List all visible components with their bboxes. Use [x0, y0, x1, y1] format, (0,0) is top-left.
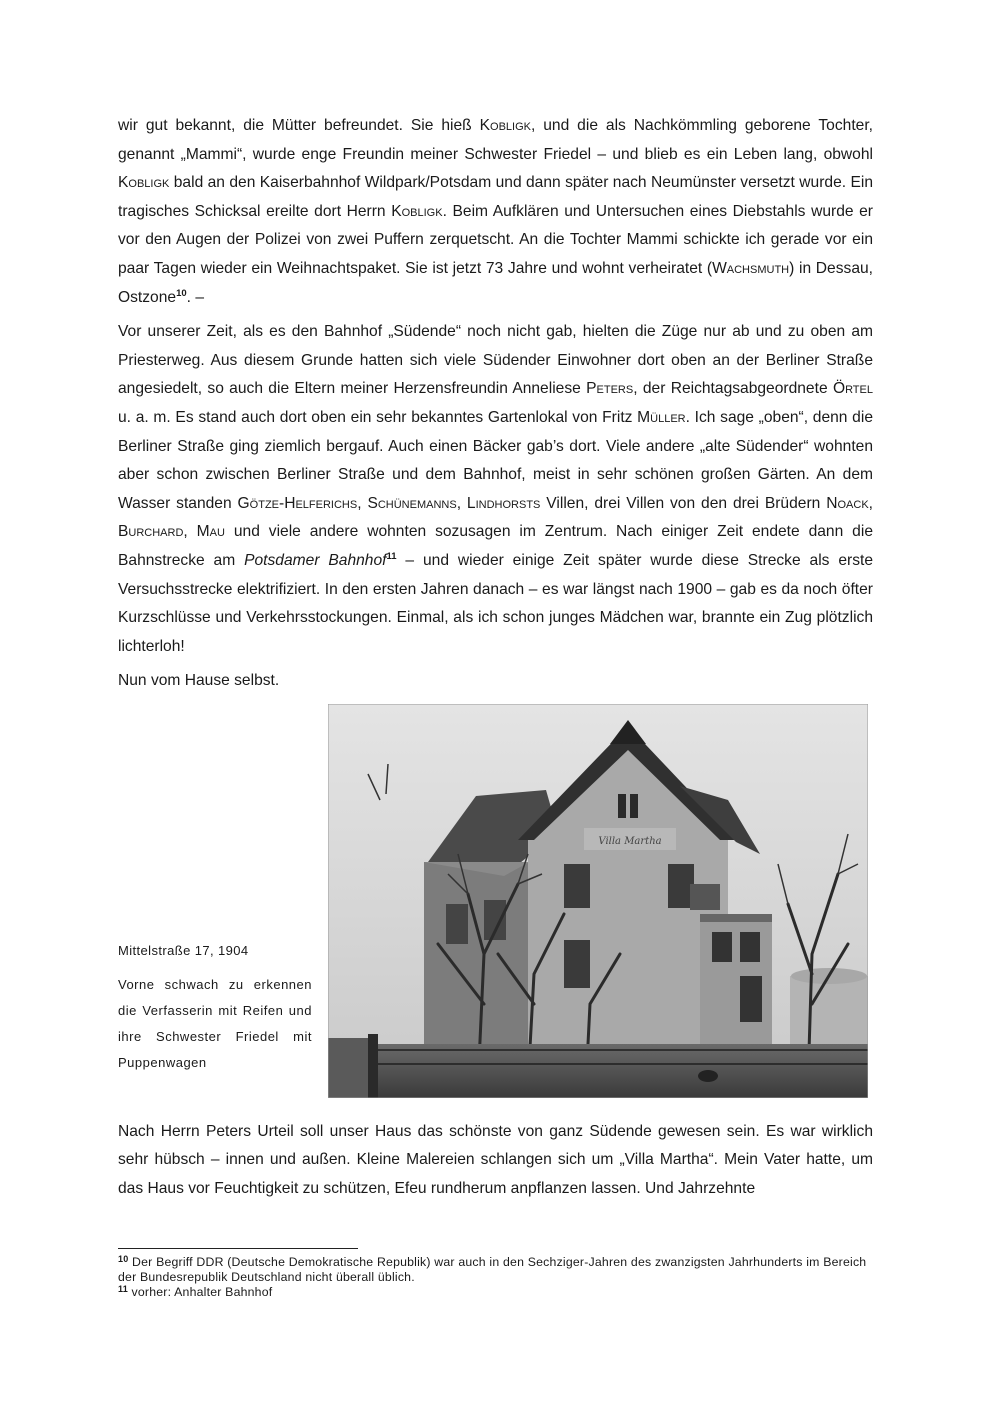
house-photo [328, 704, 868, 1098]
text-run: u. a. m. Es stand auch dort oben ein sehr bekanntes Gartenlokal von Fritz [118, 408, 638, 426]
name-oertel: Örtel [832, 380, 873, 398]
text-run: , und die als Nachkömmling geborene Tochter, genannt „Mammi“, wurde enge Freundin meiner Schwester Friedel – und blieb es ein Leben lang, obwohl [118, 117, 873, 163]
text-run: . Beim Aufklären und Untersuchen eines Diebstahls wurde er vor den Augen der Polizei von zwei Puffern zerquetscht. An die Tochter Mammi schickte ich gerade vor ein paar Tagen wieder ein Weihnachtspaket. Sie ist jetzt 73 Jahre und wohnt verheiratet ( [118, 202, 873, 277]
figure-caption [118, 938, 312, 1076]
text-run: , [183, 523, 197, 541]
villa-sign: Villa Martha [598, 835, 662, 847]
footnote-ref-10[interactable]: 10 [176, 287, 187, 299]
footnote-number: 11 [118, 1284, 128, 1294]
footnote-rule [118, 1248, 358, 1249]
name-wachsmuth: Wachsmuth [712, 259, 790, 277]
name-peters: Peters [586, 380, 634, 398]
text-run: Vor unserer Zeit, als es den Bahnhof „Südende“ noch nicht gab, hielten die Züge nur ab und zu oben am Priesterweg. Aus diesem Grunde hatten sich viele Südender Einwohner dort oben an der Berliner Straße angesiedelt, so auch die Eltern meiner Herzensfreundin Anneliese [118, 323, 873, 398]
figure [118, 704, 873, 1118]
caption-text: Vorne schwach zu erkennen die Verfasserin mit Reifen und ihre Schwester Friedel mit Puppenwagen [118, 976, 312, 1070]
text-run: bald an den Kaiserbahnhof Wildpark/Potsdam und dann später nach Neumünster versetzt wurde. Ein tragisches Schicksal ereilte dort Herrn [118, 174, 873, 220]
text-run: , [357, 494, 368, 512]
name-kobligk: Kobligk [479, 117, 531, 134]
emphasis-potsdamer-bahnhof: Potsdamer Bahnhof [244, 551, 387, 569]
text-run: Villen, drei Villen von den drei Brüdern [540, 494, 827, 512]
paragraph-4: Nach Herrn Peters Urteil soll unser Haus das schönste von ganz Südende gewesen sein. Es war wirklich sehr hübsch – innen und außen. Kleine Malereien schlangen sich um „Villa Martha“. Mein Vater hatte, um das Haus vor Feuchtigkeit zu schützen, Efeu rundherum anpflanzen lassen. Und Jahrzehnte [118, 1122, 873, 1198]
text-run: und viele andere wohnten sozusagen im Zentrum. Nach einiger Zeit endete dann die Bahnstrecke am [118, 523, 873, 569]
footnote-number: 10 [118, 1254, 129, 1264]
text-run: . – [186, 288, 204, 306]
name-mau: Mau [196, 523, 225, 541]
footnote-ref-11[interactable]: 11 [386, 550, 397, 562]
name-mueller: Müller [637, 408, 686, 426]
name-kobligk: Kobligk [118, 174, 170, 192]
text-run: – und wieder einige Zeit später wurde diese Strecke als erste Versuchsstrecke elektrifiziert. In den ersten Jahren danach – es war längst nach 1900 – gab es da noch öfter Kurzschlüsse und Verkehrsstockungen. Einmal, als ich schon junges Mädchen war, brannte ein Zug plötzlich lichterloh! [118, 551, 874, 655]
page-body [118, 112, 873, 1210]
paragraph-1 [118, 112, 873, 312]
footnote-text: vorher: Anhalter Bahnhof [127, 1285, 273, 1299]
name-lindhorsts: Lindhorsts [466, 494, 541, 512]
text-run: , [868, 494, 873, 512]
footnote-10 [118, 1255, 873, 1285]
footnotes [118, 1255, 873, 1300]
paragraph-2 [118, 318, 873, 661]
caption-title: Mittelstraße 17, 1904 [118, 942, 249, 958]
name-noack: Noack [826, 494, 869, 512]
text-run: , der Reichtagsabgeordnete [633, 380, 833, 398]
text-run: . Ich sage „oben“, denn die Berliner Straße ging ziemlich bergauf. Auch einen Bäcker gab’s dort. Viele andere „alte Südender“ wohnten aber schon zwischen Berliner Straße und dem Bahnhof, meist in sehr schönen großen Gärten. An dem Wasser standen [118, 408, 873, 512]
name-goetze-helferichs: Götze-Helferichs [237, 494, 358, 512]
text-run: ) in Dessau, Ostzone [118, 259, 873, 306]
footnote-text: Der Begriff DDR (Deutsche Demokratische Republik) war auch in den Sechziger-Jahren des zwanzigsten Jahrhunderts im Bereich der Bundesrepublik Deutschland nicht überall üblich. [118, 1255, 867, 1284]
text-run: wir gut bekannt, die Mütter befreundet. Sie hieß [118, 117, 480, 134]
paragraph-3: Nun vom Hause selbst. [118, 672, 280, 690]
footnote-11 [118, 1285, 873, 1300]
name-burchard: Burchard [118, 523, 184, 541]
name-schuenemanns: Schünemanns [367, 494, 457, 512]
text-run: , [456, 494, 467, 512]
name-kobligk: Kobligk [391, 202, 443, 220]
